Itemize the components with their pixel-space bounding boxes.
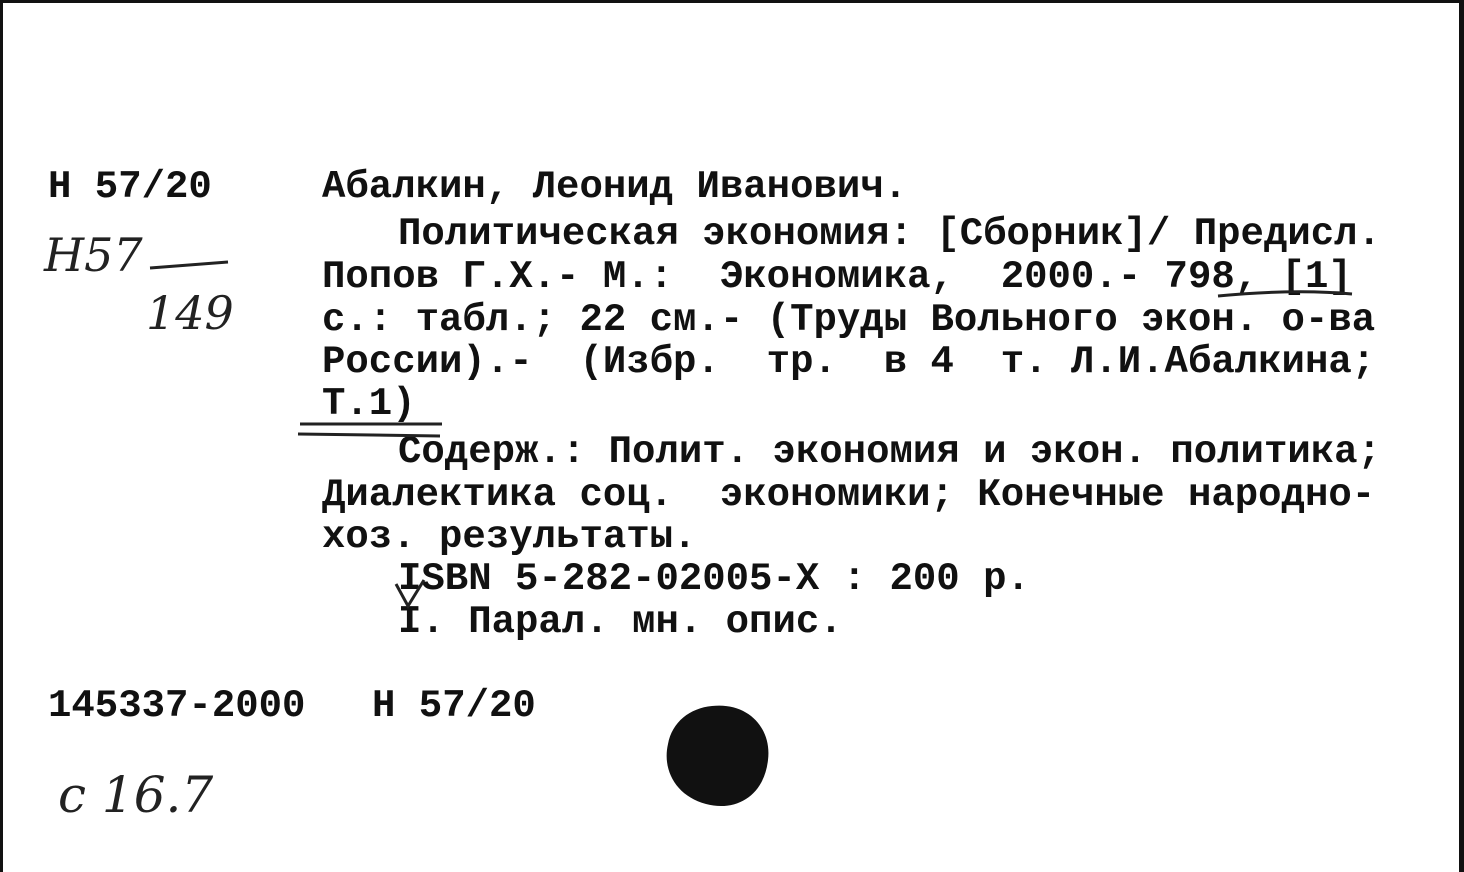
contents-line-3: хоз. результаты. (322, 515, 697, 559)
author-line: Абалкин, Леонид Иванович. (322, 165, 908, 209)
contents-line-1: Содерж.: Полит. экономия и экон. политика; (398, 430, 1381, 474)
imprint-line: Попов Г.Х.- М.: Экономика, 2000.- 798, [1] (322, 255, 1352, 299)
series-line: России).- (Избр. тр. в 4 т. Л.И.Абалкина; (322, 340, 1376, 384)
handwritten-shelf-top: Н57 (44, 228, 143, 282)
collation-line: с.: табл.; 22 см.- (Труды Вольного экон. о-ва (322, 298, 1376, 342)
handwritten-code: с 16.7 (58, 766, 214, 824)
accession-number: 145337-2000 (48, 684, 306, 728)
card-border-right (1459, 0, 1464, 872)
shelf-mark-bottom: Н 57/20 (372, 684, 536, 728)
volume-line: Т.1) (322, 382, 416, 426)
contents-line-2: Диалектика соц. экономики; Конечные народно- (322, 473, 1376, 517)
handwritten-shelf-bottom: 149 (146, 286, 234, 340)
tracing-line: I. Парал. мн. опис. (398, 600, 843, 644)
card-border-top (0, 0, 1464, 3)
isbn-line: ISBN 5-282-02005-Х : 200 р. (398, 557, 1030, 601)
punch-hole (667, 706, 769, 806)
card-border-left (0, 0, 3, 872)
handwritten-fraction-line (150, 262, 228, 268)
shelf-mark: Н 57/20 (48, 165, 212, 209)
title-line: Политическая экономия: [Сборник]/ Предисл. (398, 212, 1381, 256)
